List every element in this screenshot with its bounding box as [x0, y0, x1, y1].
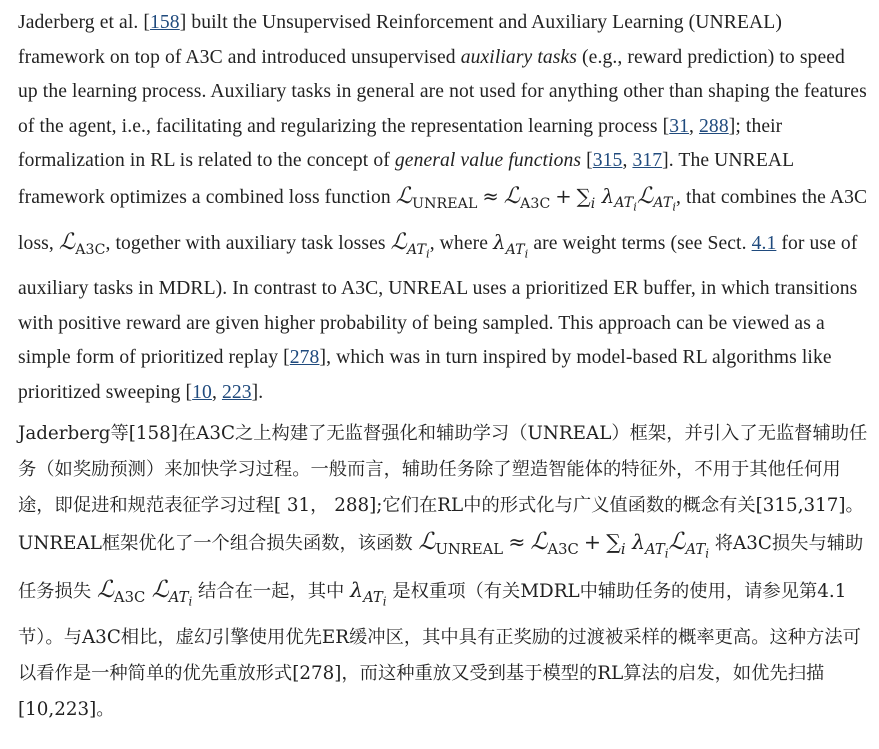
formula-unreal-loss: ℒ$_{UNREAL}$ ≈ ℒ$_{A3C}$ + $\sum_i$ $\lambda_{AT_i}ℒ_{AT_i}$ — [395, 182, 677, 214]
citation-223[interactable]: 223 — [221, 381, 252, 403]
citation-315[interactable]: 315 — [592, 150, 623, 171]
chinese-paragraph: Jaderberg等[158]在A3C之上构建了无监督强化和辅助学习（UNREAL）框架，并引入了无监督辅助任务（如奖励预测）来加快学习过程。一般而言，辅助任务除了塑造智能体的特征外，不用于其他任何用途，即促进和规范表征学习过程[ 31， 288];它们在RL中的形式化与广义值函数的概念有关[315,317]。UNREAL框架优化了一个组合损失函数，该函数 ℒ$_{UNREAL}$ ≈ ℒ$_{A3C}$ + $\sum_i$ $\lambda_{AT_i}ℒ_{AT_i}$ 将A3C损失与辅助任务损失 ℒ$_{A3C}$ ℒ$_{AT_i}$ 结合在一起，其中 $\lambda_{AT_i}$ 是权重项（有关MDRL中辅助任务的使用，请参见第4.1节）。与A3C相比，虚幻引擎使用优先ER缓冲区，其中具有正奖励的过渡被采样的概率更高。这种方法可以看作是一种简单的优先重放形式[278]，而这种重放又受到基于模型的RL算法的启发，如优先扫描[10,223]。 — [18, 423, 868, 721]
term-general-value-functions: general value functions — [394, 150, 582, 171]
citation-278[interactable]: 278 — [289, 347, 320, 369]
citation-317[interactable]: 317 — [632, 150, 663, 171]
formula-lambda: $\lambda_{AT_i}$ — [493, 231, 529, 261]
term-auxiliary-tasks: auxiliary tasks — [460, 46, 578, 68]
formula-lambda-zh: $\lambda_{AT_i}$ — [350, 578, 387, 609]
formula-unreal-loss-zh: ℒ$_{UNREAL}$ ≈ ℒ$_{A3C}$ + $\sum_i$ $\lambda_{AT_i}ℒ_{AT_i}$ — [418, 526, 709, 561]
citation-158[interactable]: 158 — [150, 12, 180, 33]
formula-aux-loss: ℒ$_{AT_i}$ — [390, 229, 430, 261]
english-paragraph: Jaderberg et al. [158] built the Unsupervised Reinforcement and Auxiliary Learning (UNREAL) framework on top of A3C and introduced unsupervised auxiliary tasks (e.g., reward prediction) to speed up the learning process. Auxiliary tasks in general are not used for anything other than shaping the features of the agent, i.e., facilitating and regularizing the representation learning process [31, 288]; their formalization in RL is related to the concept of general value functions [315, 317]. The UNREAL framework optimizes a combined loss function ℒ$_{UNREAL}$ ≈ ℒ$_{A3C}$ + $\sum_i$ $\lambda_{AT_i}ℒ_{AT_i}$, that combines the A3C loss, ℒ$_{A3C}$, together with auxiliary task losses ℒ$_{AT_i}$, where $\lambda_{AT_i}$ are weight terms (see Sect. 4.1 for use of auxiliary tasks in MDRL). In contrast to A3C, UNREAL uses a prioritized ER buffer, in which transitions with positive reward are given higher probability of being sampled. This approach can be viewed as a simple form of prioritized replay [278], which was in turn inspired by model-based RL algorithms like prioritized sweeping [10, 223]. — [18, 12, 868, 403]
citation-288[interactable]: 288 — [699, 115, 729, 137]
formula-a3c-loss: ℒ$_{A3C}$ — [58, 229, 106, 259]
section-link-4-1[interactable]: 4.1 — [751, 233, 777, 255]
citation-31[interactable]: 31 — [669, 115, 690, 137]
citation-10[interactable]: 10 — [192, 381, 212, 403]
formula-losses-zh: ℒ$_{A3C}$ ℒ$_{AT_i}$ — [96, 575, 193, 609]
